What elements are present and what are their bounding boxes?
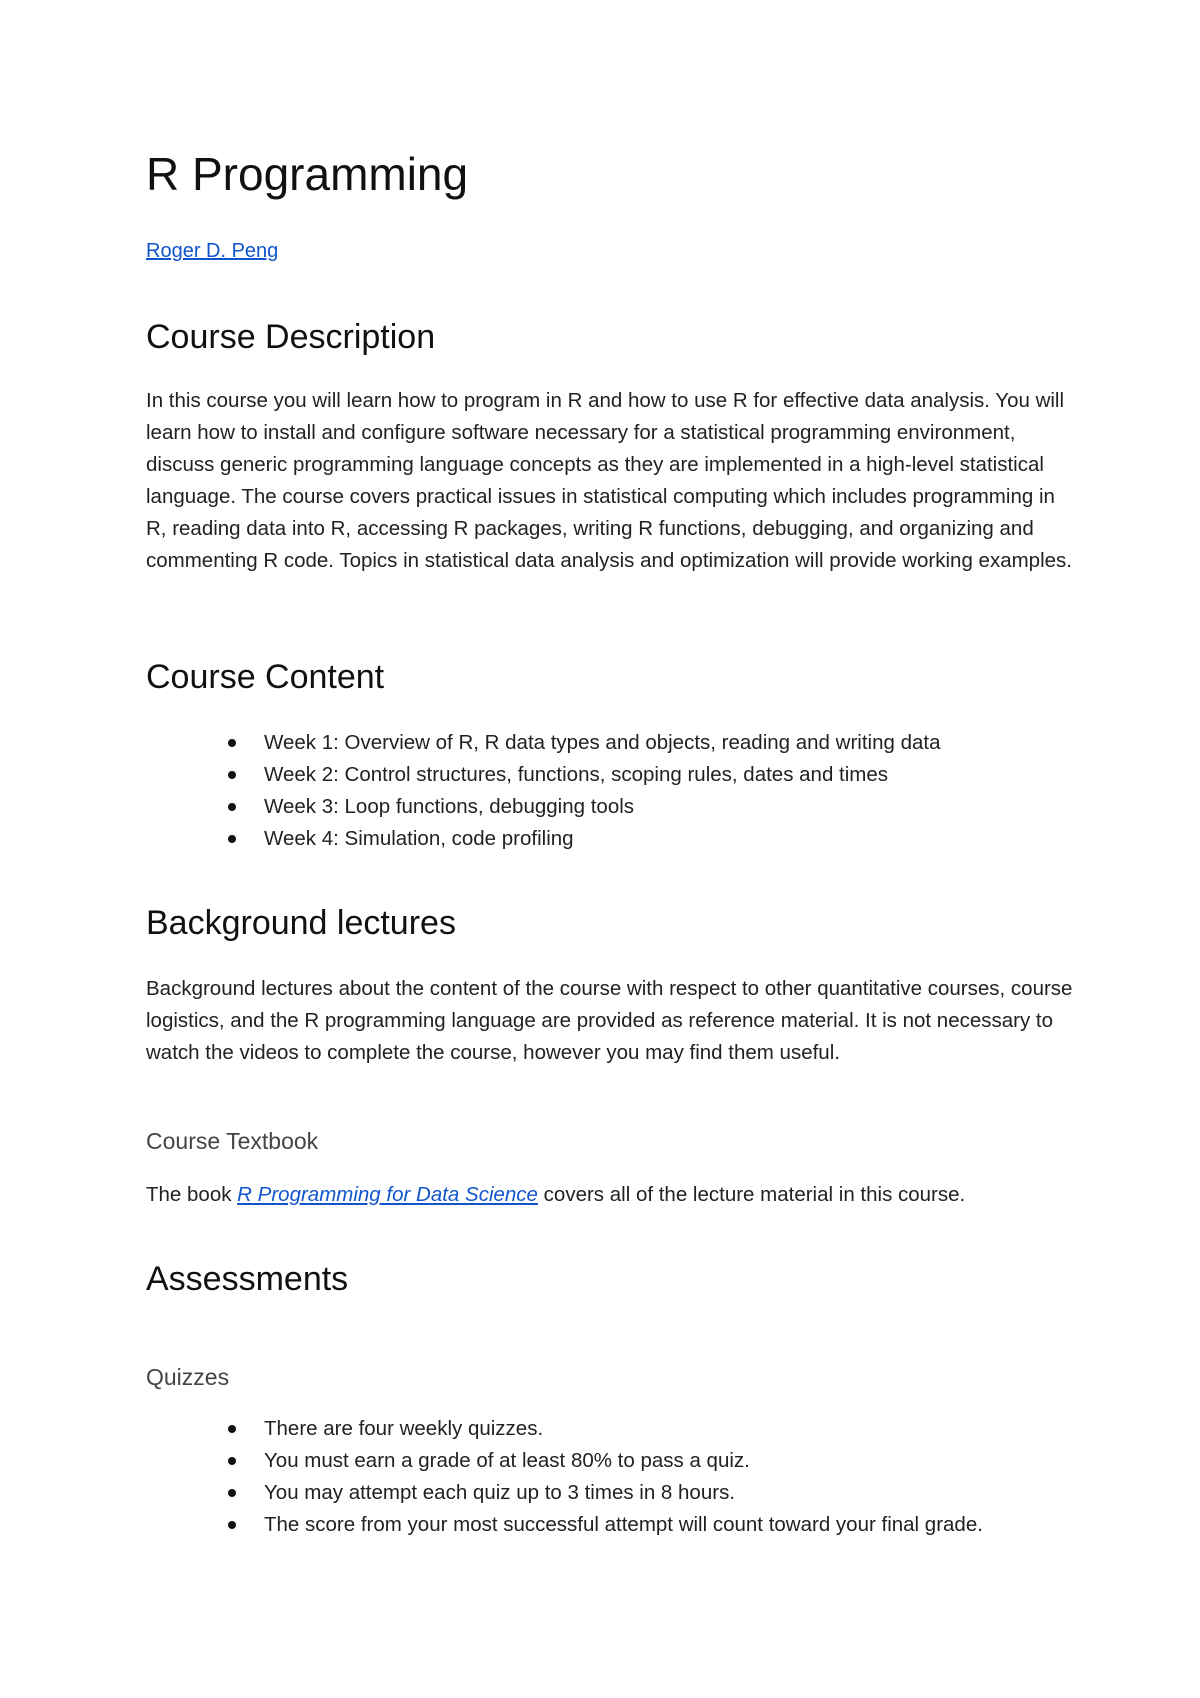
list-item: [228, 791, 940, 823]
document-title: R Programming: [146, 148, 469, 200]
course-textbook-paragraph: [146, 1179, 1076, 1211]
list-item-text: Week 3: Loop functions, debugging tools: [264, 795, 635, 818]
bullet-icon: [228, 1457, 236, 1465]
bullet-icon: [228, 835, 236, 843]
list-item-text: The score from your most successful attempt will count toward your final grade.: [264, 1513, 983, 1536]
bullet-icon: [228, 739, 236, 747]
textbook-link[interactable]: R Programming for Data Science: [237, 1183, 538, 1206]
course-textbook-heading: Course Textbook: [146, 1128, 319, 1154]
list-item: [228, 1413, 983, 1445]
course-content-list: [228, 727, 940, 855]
list-item: [228, 1445, 983, 1477]
quizzes-list: [228, 1413, 983, 1541]
author-link[interactable]: Roger D. Peng: [146, 240, 279, 262]
list-item: [228, 823, 940, 855]
list-item-text: You may attempt each quiz up to 3 times in 8 hours.: [264, 1481, 736, 1504]
course-description-paragraph: In this course you will learn how to program in R and how to use R for effective data analysis. You will learn how to install and configure software necessary for a statistical programming environment, discuss generic programming language concepts as they are implemented in a high-level statistical language. The course covers practical issues in statistical computing which includes programming in R, reading data into R, accessing R packages, writing R functions, debugging, and organizing and commenting R code. Topics in statistical data analysis and optimization will provide working examples.: [146, 389, 1072, 572]
bullet-icon: [228, 1521, 236, 1529]
course-description-heading: Course Description: [146, 318, 436, 356]
list-item-text: Week 2: Control structures, functions, scoping rules, dates and times: [264, 763, 889, 786]
bullet-icon: [228, 1489, 236, 1497]
list-item: [228, 1509, 983, 1541]
background-lectures-paragraph: Background lectures about the content of the course with respect to other quantitative courses, course logistics, and the R programming language are provided as reference material. It is not necessary to watch the videos to complete the course, however you may find them useful.: [146, 977, 1073, 1064]
list-item-text: You must earn a grade of at least 80% to pass a quiz.: [264, 1449, 750, 1472]
bullet-icon: [228, 1425, 236, 1433]
list-item: [228, 1477, 983, 1509]
list-item-text: There are four weekly quizzes.: [264, 1417, 544, 1440]
textbook-suffix: covers all of the lecture material in this course.: [537, 1183, 966, 1206]
background-lectures-heading: Background lectures: [146, 904, 456, 942]
quizzes-heading: Quizzes: [146, 1364, 230, 1390]
bullet-icon: [228, 803, 236, 811]
list-item: [228, 727, 940, 759]
assessments-heading: Assessments: [146, 1260, 349, 1298]
list-item-text: Week 4: Simulation, code profiling: [264, 827, 574, 850]
list-item-text: Week 1: Overview of R, R data types and objects, reading and writing data: [264, 731, 941, 754]
bullet-icon: [228, 771, 236, 779]
textbook-prefix: The book: [146, 1183, 238, 1206]
course-content-heading: Course Content: [146, 658, 385, 696]
list-item: [228, 759, 940, 791]
